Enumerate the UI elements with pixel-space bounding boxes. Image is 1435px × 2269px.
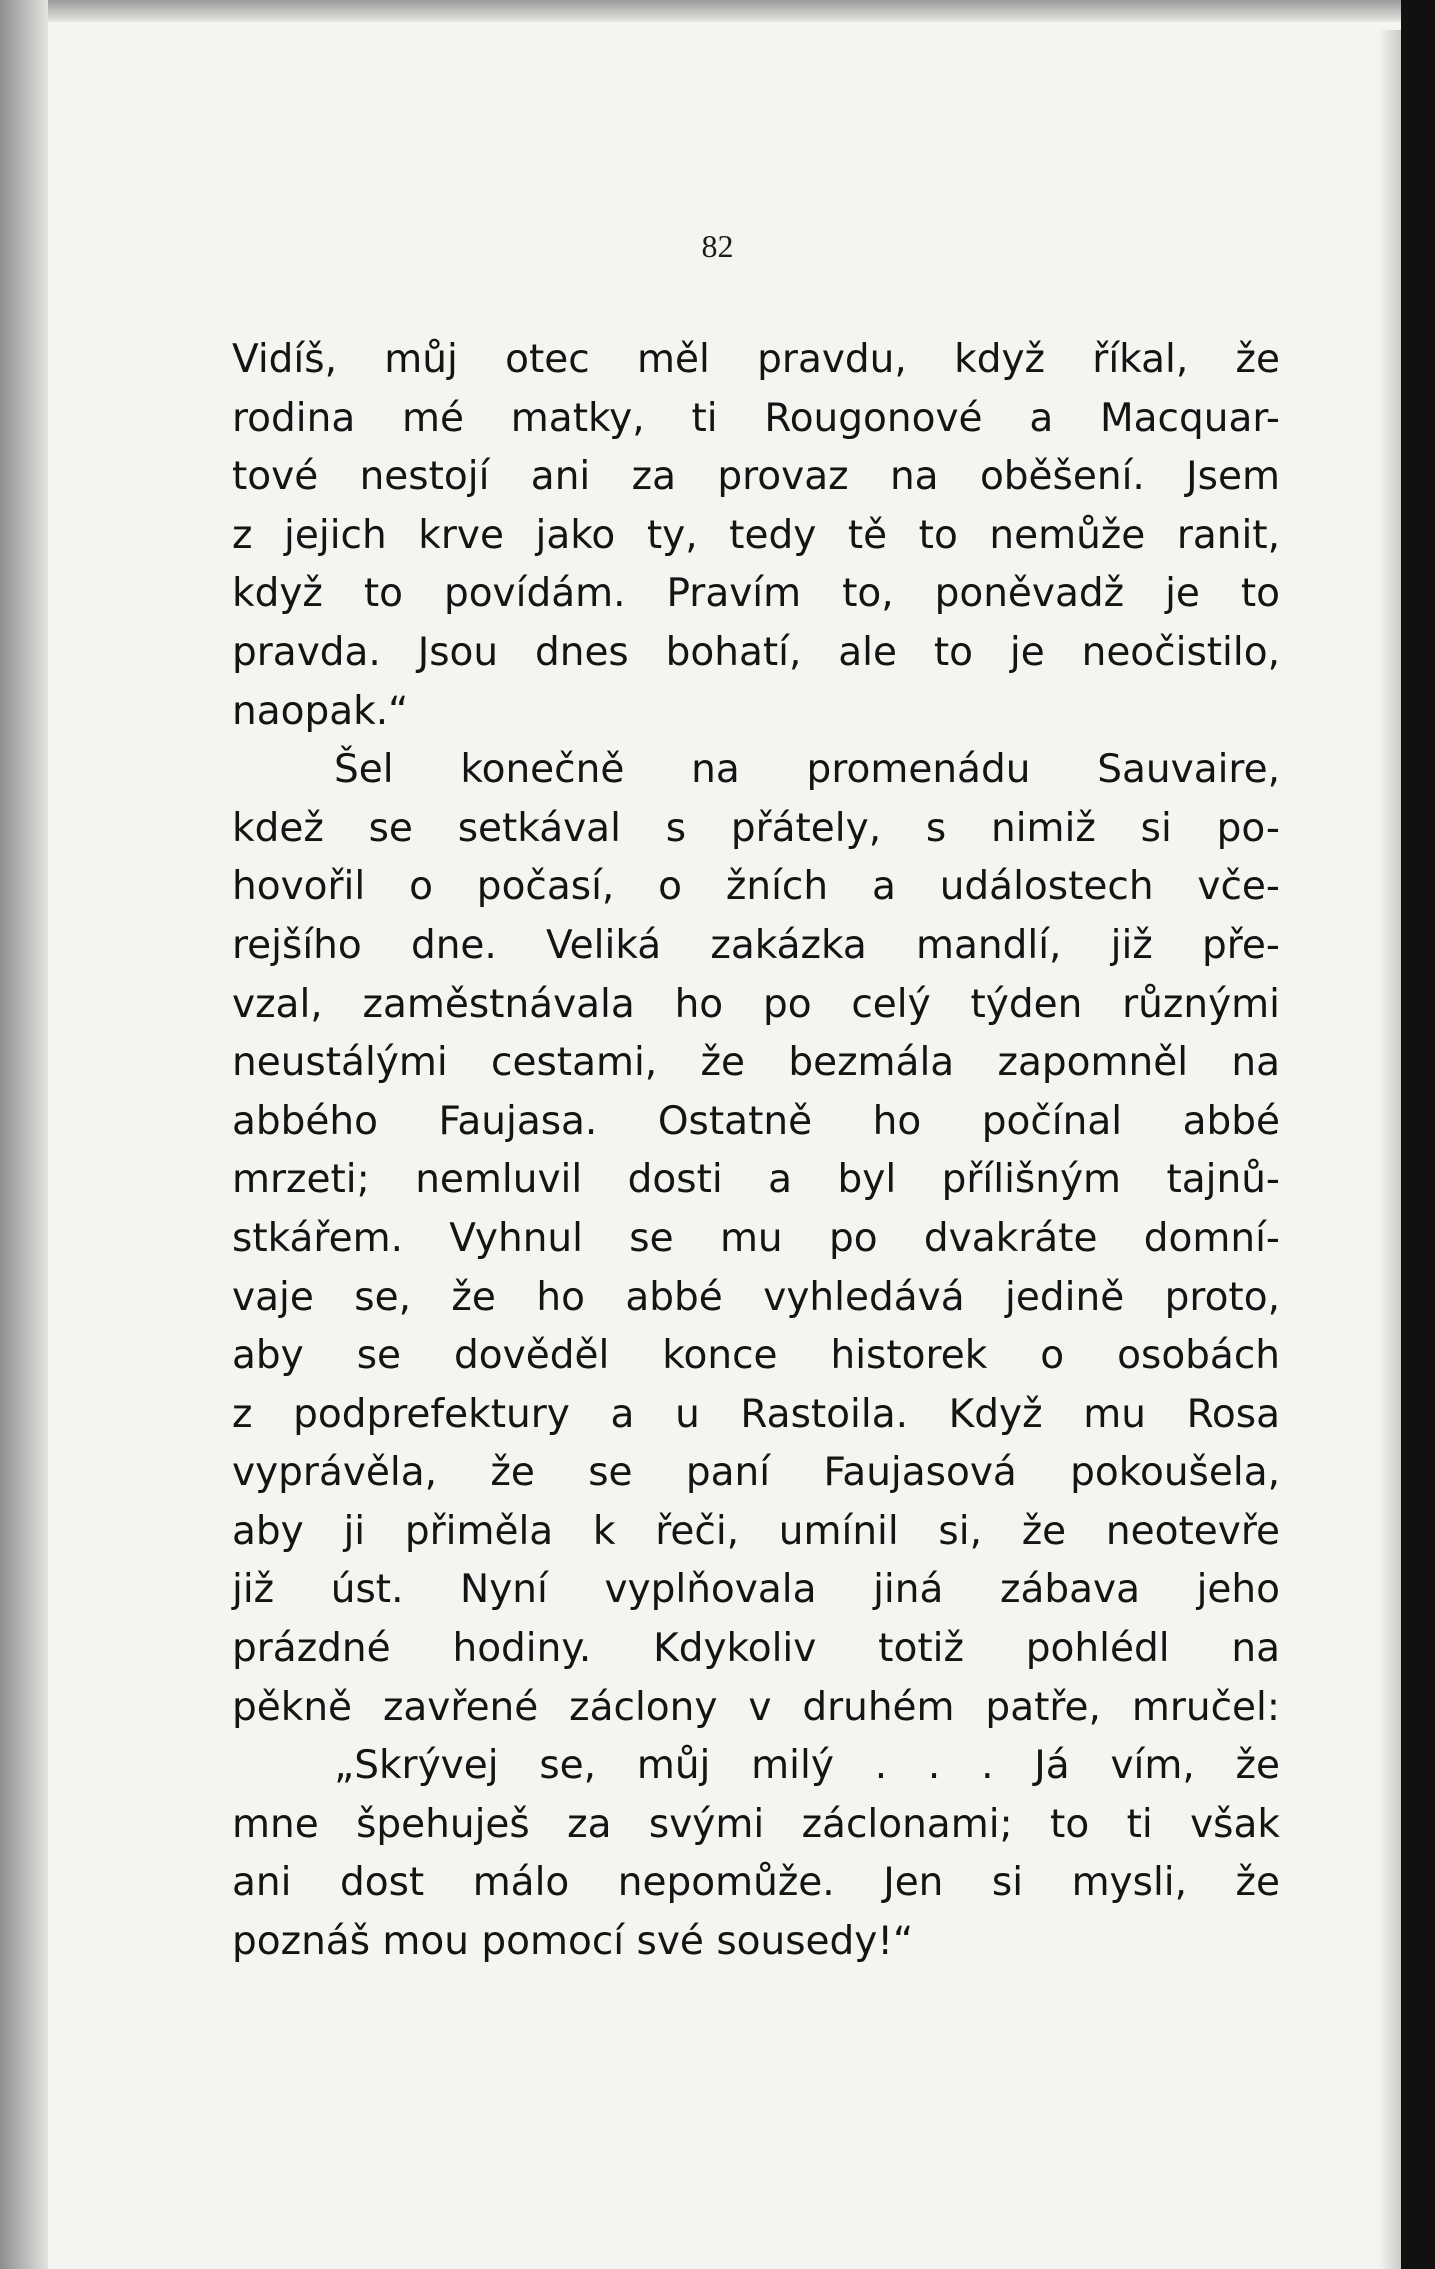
page-number: 82 bbox=[701, 228, 734, 264]
text-line: prázdné hodiny. Kdykoliv totiž pohlédl na bbox=[232, 1626, 1280, 1672]
scan-edge-right bbox=[1401, 0, 1435, 2269]
text-line: Šel konečně na promenádu Sauvaire, bbox=[334, 747, 1280, 793]
text-line: vaje se, že ho abbé vyhledává jedině proto, bbox=[232, 1274, 1280, 1320]
text-line: naopak.“ bbox=[232, 688, 409, 734]
scan-edge-left bbox=[0, 0, 48, 2269]
text-line: Vidíš, můj otec měl pravdu, když říkal, že bbox=[232, 337, 1280, 382]
text-line: aby se dověděl konce historek o osobách bbox=[232, 1333, 1280, 1379]
text-line: neustálými cestami, že bezmála zapomněl na bbox=[232, 1040, 1280, 1086]
text-line: rodina mé matky, ti Rougonové a Macquar- bbox=[232, 395, 1280, 441]
text-line: když to povídám. Pravím to, poněvadž je to bbox=[232, 571, 1280, 617]
scan-gutter-shadow bbox=[1379, 30, 1401, 2269]
text-line: „Skrývej se, můj milý . . . Já vím, že bbox=[334, 1743, 1280, 1789]
scan-edge-top bbox=[0, 0, 1435, 22]
text-line: pravda. Jsou dnes bohatí, ale to je neočistilo, bbox=[232, 629, 1280, 675]
text-line: již úst. Nyní vyplňovala jiná zábava jeho bbox=[232, 1567, 1280, 1613]
text-line: z jejich krve jako ty, tedy tě to nemůže ranit, bbox=[232, 512, 1280, 558]
text-line: abbého Faujasa. Ostatně ho počínal abbé bbox=[232, 1098, 1280, 1144]
text-line: pěkně zavřené záclony v druhém patře, mručel: bbox=[232, 1684, 1280, 1730]
text-line: mrzeti; nemluvil dosti a byl přílišným tajnů- bbox=[232, 1157, 1280, 1203]
text-line: poznáš mou pomocí své sousedy!“ bbox=[232, 1919, 914, 1965]
text-line: vyprávěla, že se paní Faujasová pokoušela, bbox=[232, 1450, 1280, 1496]
text-line: mne špehuješ za svými záclonami; to ti však bbox=[232, 1801, 1280, 1847]
text-line: z podprefektury a u Rastoila. Když mu Rosa bbox=[232, 1391, 1280, 1437]
text-line: tové nestojí ani za provaz na oběšení. Jsem bbox=[232, 454, 1280, 500]
text-line: rejšího dne. Veliká zakázka mandlí, již pře- bbox=[232, 922, 1280, 968]
text-line: stkářem. Vyhnul se mu po dvakráte domní- bbox=[232, 1215, 1280, 1261]
body-text bbox=[232, 331, 1280, 1972]
text-line: ani dost málo nepomůže. Jen si mysli, že bbox=[232, 1860, 1280, 1906]
text-line: kdež se setkával s přátely, s nimiž si po- bbox=[232, 805, 1280, 851]
text-line: aby ji přiměla k řeči, umínil si, že neotevře bbox=[232, 1508, 1280, 1554]
text-line: hovořil o počasí, o žních a událostech vče- bbox=[232, 864, 1280, 910]
text-line: vzal, zaměstnávala ho po celý týden různými bbox=[232, 981, 1280, 1027]
